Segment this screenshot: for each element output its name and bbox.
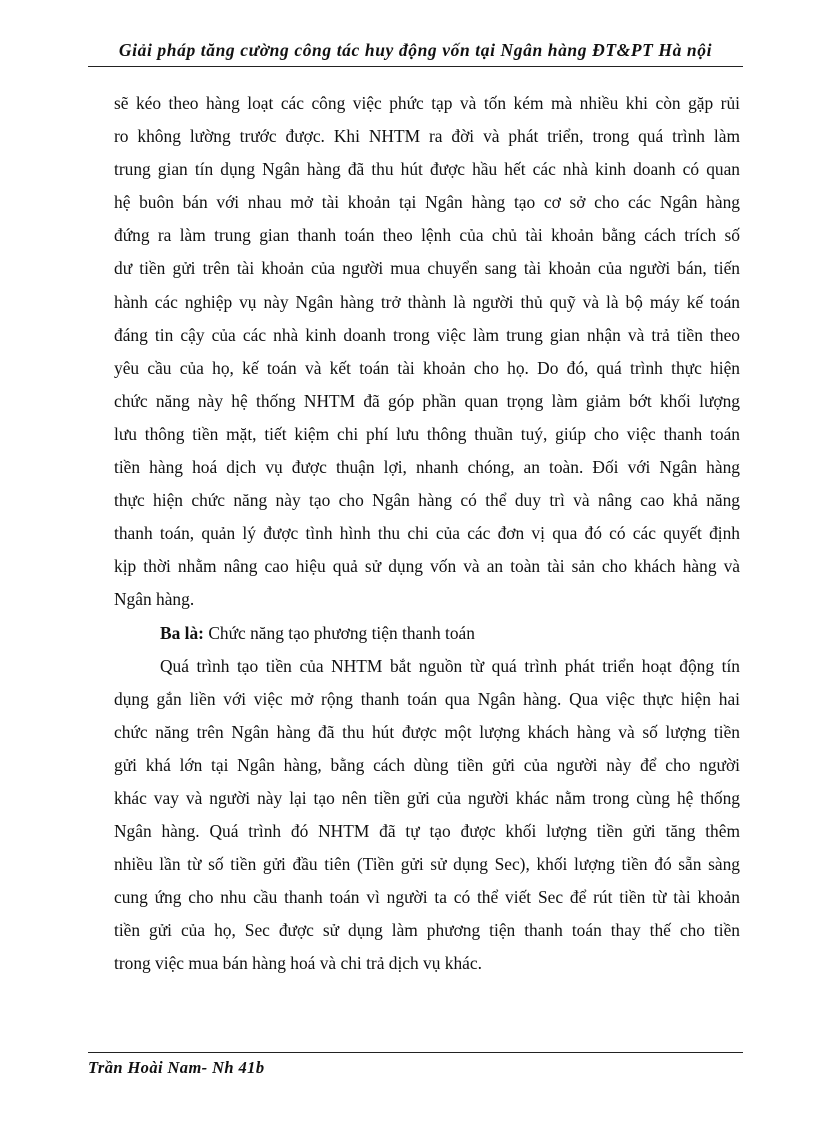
text-line: lưu thông tiền mặt, tiết kiệm chi phí lưu thông thuần tuý, giúp cho việc thanh toán — [114, 423, 740, 444]
section-title: Chức năng tạo phương tiện thanh toán — [203, 622, 475, 643]
text-line: Quá trình tạo tiền của NHTM bắt nguồn từ quá trình phát triển hoạt động tín — [160, 655, 740, 676]
text-line: gửi khá lớn tại Ngân hàng, bằng cách dùng tiền gửi của người này để cho người — [114, 754, 740, 775]
text-line: tiền gửi của họ, Sec được sử dụng làm phương tiện thanh toán thay thế cho tiền — [114, 920, 740, 941]
text-line: Ngân hàng. Quá trình đó NHTM đã tự tạo được khối lượng tiền gửi tăng thêm — [114, 821, 740, 842]
text-line: trong việc mua bán hàng hoá và chi trả dịch vụ khác. — [114, 953, 482, 974]
text-line: đáng tin cậy của các nhà kinh doanh trong việc làm trung gian nhận và trả tiền theo — [114, 324, 740, 345]
footer-author: Trần Hoài Nam- Nh 41b — [88, 1058, 265, 1077]
header-title: Giải pháp tăng cường công tác huy động vốn tại Ngân hàng ĐT&PT Hà nội — [118, 40, 713, 60]
text-line: sẽ kéo theo hàng loạt các công việc phức tạp và tốn kém mà nhiều khi còn gặp rủi — [114, 93, 740, 113]
text-line: thực hiện chức năng này tạo cho Ngân hàng có thể duy trì và nâng cao khả năng — [114, 490, 740, 511]
paragraph — [114, 650, 740, 981]
text-line: chức năng trên Ngân hàng đã thu hút được một lượng khách hàng và số lượng tiền — [114, 721, 740, 742]
section-heading — [114, 617, 740, 650]
text-line: đứng ra làm trung gian thanh toán theo lệnh của chủ tài khoản bằng cách trích số — [114, 225, 740, 246]
text-line: cung ứng cho nhu cầu thanh toán vì người ta có thể viết Sec để rút tiền từ tài khoản — [114, 887, 740, 908]
footer-divider — [88, 1052, 743, 1053]
text-line: hành các nghiệp vụ này Ngân hàng trở thành là người thủ quỹ và là bộ máy kế toán — [114, 291, 740, 312]
text-line: yêu cầu của họ, kế toán và kết toán tài khoản cho họ. Do đó, quá trình thực hiện — [114, 357, 740, 378]
text-line: hệ buôn bán với nhau mở tài khoản tại Ngân hàng tạo cơ sở cho các Ngân hàng — [114, 192, 740, 213]
page-header — [88, 30, 743, 67]
text-line: kịp thời nhằm nâng cao hiệu quả sử dụng vốn và an toàn tài sản cho khách hàng và — [114, 556, 740, 577]
text-line: thanh toán, quản lý được tình hình thu chi của các đơn vị qua đó có các quyết định — [114, 523, 740, 544]
text-line: dư tiền gửi trên tài khoản của người mua chuyển sang tài khoản của người bán, tiến — [114, 258, 740, 279]
text-line: dụng gắn liền với việc mở rộng thanh toán qua Ngân hàng. Qua việc thực hiện hai — [114, 688, 740, 709]
text-line: tiền hàng hoá dịch vụ được thuận lợi, nhanh chóng, an toàn. Đối với Ngân hàng — [114, 457, 740, 478]
text-line: nhiều lần từ số tiền gửi đầu tiên (Tiền gửi sử dụng Sec), khối lượng tiền đó sẵn sàng — [114, 854, 740, 875]
text-line: ro không lường trước được. Khi NHTM ra đời và phát triển, trong quá trình làm — [114, 126, 740, 147]
text-line: Ngân hàng. — [114, 589, 195, 610]
text-line: chức năng này hệ thống NHTM đã góp phần quan trọng làm giảm bớt khối lượng — [114, 390, 740, 411]
document-body — [114, 87, 740, 981]
section-lead: Ba là: — [160, 622, 204, 643]
text-line: khác vay và người này lại tạo nên tiền gửi của người khác nằm trong cùng hệ thống — [114, 787, 740, 808]
paragraph-continued — [114, 87, 740, 617]
text-line: trung gian tín dụng Ngân hàng đã thu hút được hầu hết các nhà kinh doanh có quan — [114, 159, 740, 180]
